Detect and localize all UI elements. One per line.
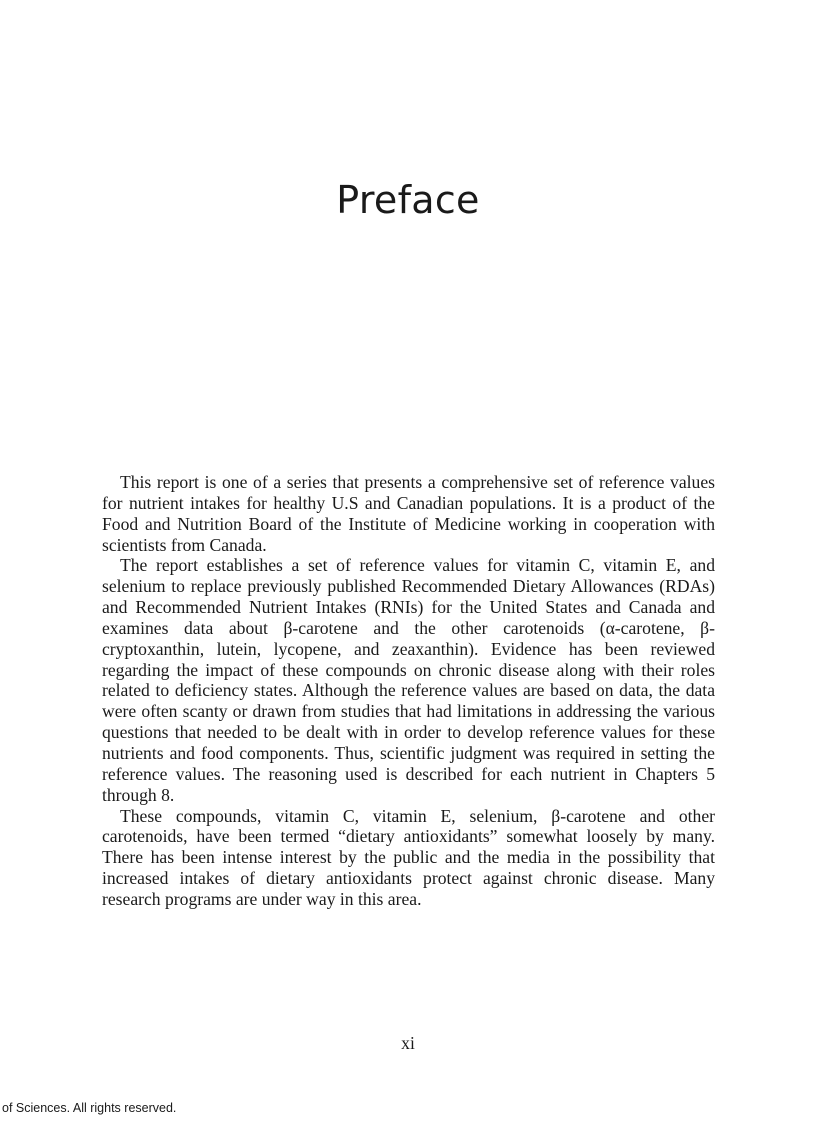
page-title: Preface [336,178,480,222]
paragraph: These compounds, vitamin C, vitamin E, selenium, β-carotene and other carotenoids, have been termed “dietary antioxidants” somewhat loosely by many. There has been intense interest by the public and the media in the possibility that increased intakes of dietary antioxidants protect against chronic disease. Many research programs are under way in this area. [102,805,715,909]
page-number: xi [401,1033,415,1053]
copyright-notice: of Sciences. All rights reserved. [2,1101,177,1115]
body-text [102,472,715,910]
paragraph: This report is one of a series that presents a comprehensive set of reference values for nutrient intakes for healthy U.S and Canadian populations. It is a product of the Food and Nutrition Board of the Institute of Medicine working in cooperation with scientists from Canada. [102,472,715,555]
paragraph: The report establishes a set of reference values for vitamin C, vitamin E, and selenium to replace previously published Recommended Dietary Allowances (RDAs) and Recommended Nutrient Intakes (RNIs) for the United States and Canada and examines data about β-carotene and the other carotenoids (α-carotene, β-cryptoxanthin, lutein, lycopene, and zeaxanthin). Evidence has been reviewed regarding the impact of these compounds on chronic disease along with their roles related to deficiency states. Although the reference values are based on data, the data were often scanty or drawn from studies that had limitations in addressing the various questions that needed to be dealt with in order to develop reference values for these nutrients and food components. Thus, scientific judgment was required in setting the reference values. The reasoning used is described for each nutrient in Chapters 5 through 8. [102,555,715,805]
